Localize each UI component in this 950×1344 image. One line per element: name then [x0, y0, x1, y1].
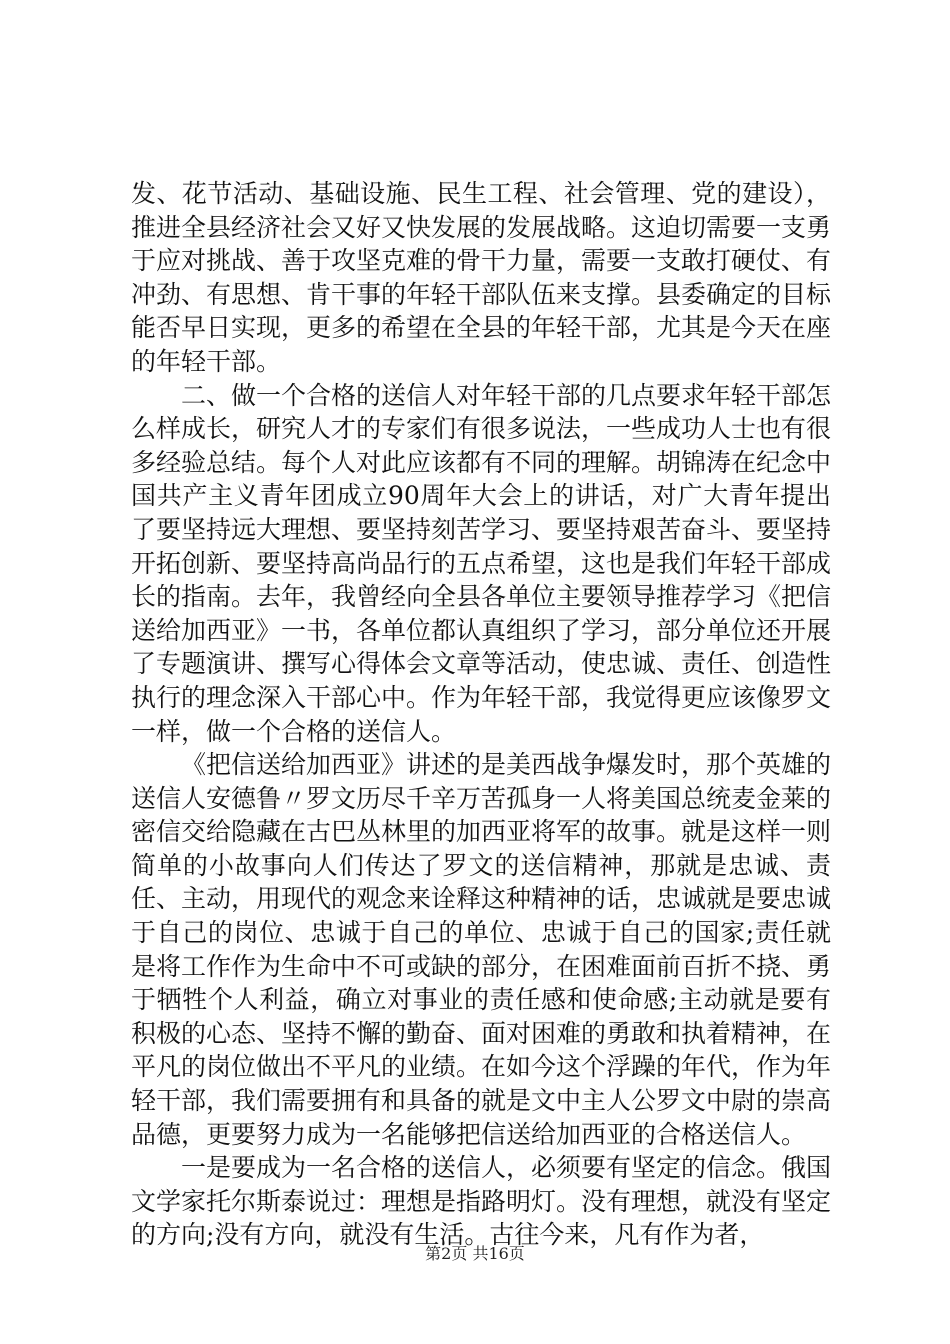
paragraph-2: 二、做一个合格的送信人对年轻干部的几点要求年轻干部怎么样成长，研究人才的专家们有很多说法，一些成功人士也有很多经验总结。每个人对此应该都有不同的理解。胡锦涛在纪念中国共产主义青年团成立90周年大会上的讲话，对广大青年提出了要坚持远大理想、要坚持刻苦学习、要坚持艰苦奋斗、要坚持开拓创新、要坚持高尚品行的五点希望，这也是我们年轻干部成长的指南。去年，我曾经向全县各单位主要领导推荐学习《把信送给加西亚》一书，各单位都认真组织了学习，部分单位还开展了专题演讲、撰写心得体会文章等活动，使忠诚、责任、创造性执行的理念深入干部心中。作为年轻干部，我觉得更应该像罗文一样，做一个合格的送信人。 [131, 380, 832, 746]
page-footer: 第2页 共16页 [425, 1244, 525, 1263]
paragraph-4: 一是要成为一名合格的送信人，必须要有坚定的信念。俄国文学家托尔斯泰说过：理想是指路明灯。没有理想，就没有坚定的方向;没有方向，就没有生活。古往今来，凡有作为者， [131, 1153, 832, 1250]
paragraph-1: 发、花节活动、基础设施、民生工程、社会管理、党的建设），推进全县经济社会又好又快发展的发展战略。这迫切需要一支勇于应对挑战、善于攻坚克难的骨干力量，需要一支敢打硬仗、有冲劲、有思想、肯干事的年轻干部队伍来支撑。县委确定的目标能否早日实现，更多的希望在全县的年轻干部，尤其是今天在座的年轻干部。 [131, 179, 832, 376]
document-body [131, 177, 831, 1252]
paragraph-3: 《把信送给加西亚》讲述的是美西战争爆发时，那个英雄的送信人安德鲁〃罗文历尽千辛万苦孤身一人将美国总统麦金莱的密信交给隐藏在古巴丛林里的加西亚将军的故事。就是这样一则简单的小故事向人们传达了罗文的送信精神，那就是忠诚、责任、主动，用现代的观念来诠释这种精神的话，忠诚就是要忠诚于自己的岗位、忠诚于自己的单位、忠诚于自己的国家;责任就是将工作作为生命中不可或缺的部分，在困难面前百折不挠、勇于牺牲个人利益，确立对事业的责任感和使命感;主动就是要有积极的心态、坚持不懈的勤奋、面对困难的勇敢和执着精神，在平凡的岗位做出不平凡的业绩。在如今这个浮躁的年代，作为年轻干部，我们需要拥有和具备的就是文中主人公罗文中尉的崇高品德，更要努力成为一名能够把信送给加西亚的合格送信人。 [131, 750, 832, 1149]
